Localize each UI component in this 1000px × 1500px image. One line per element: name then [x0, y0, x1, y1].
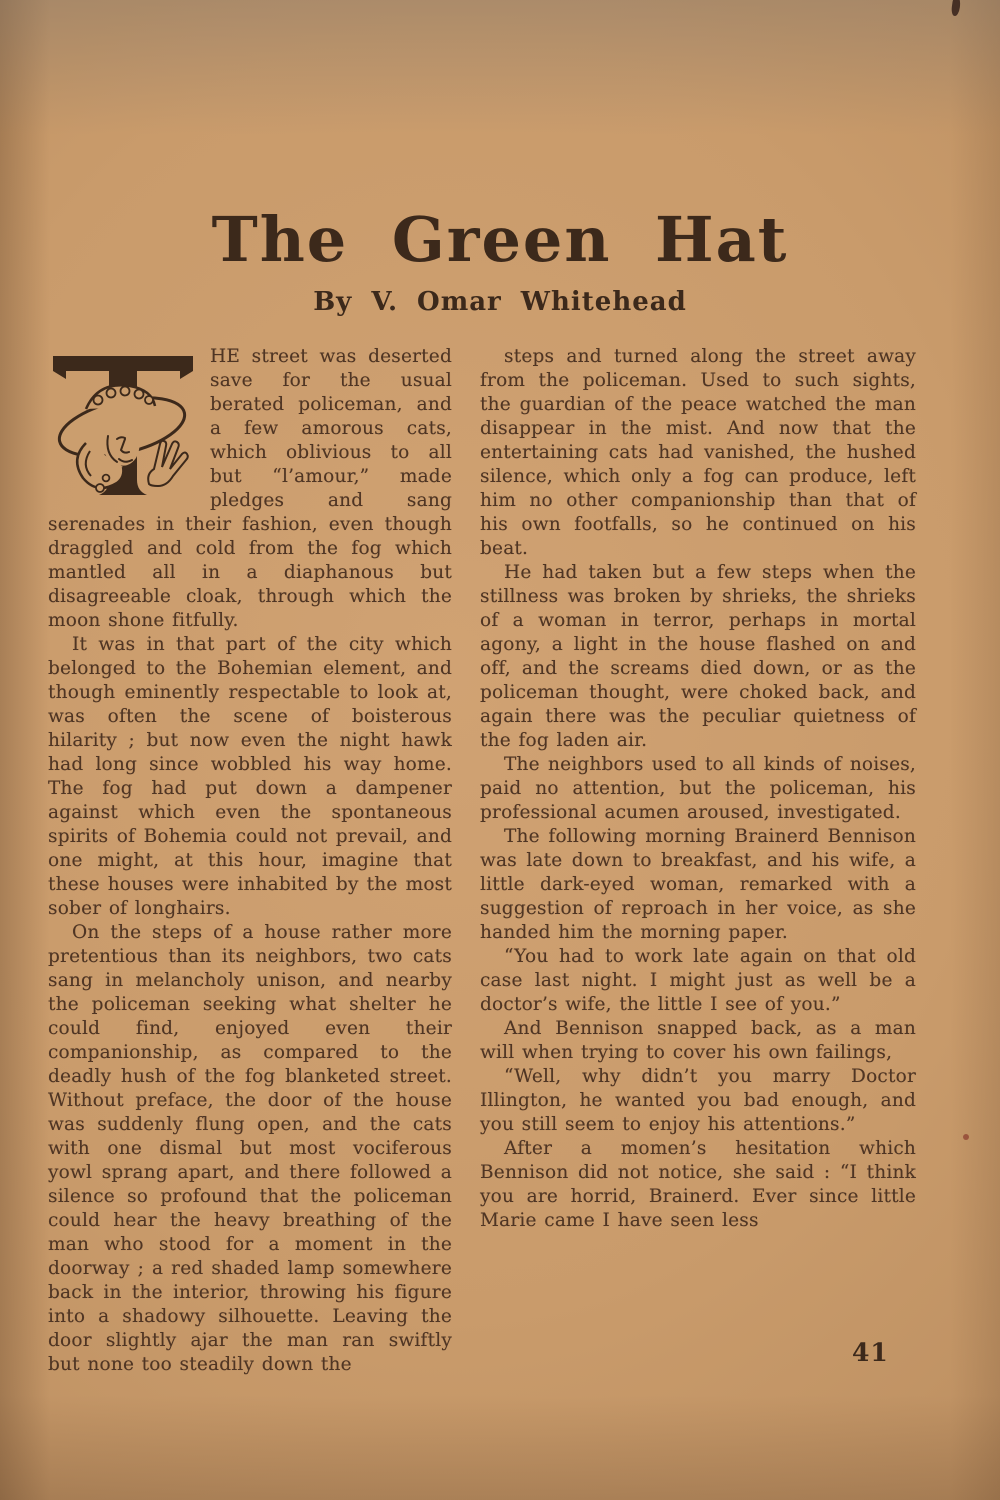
paragraph: He had taken but a few steps when the stillness was broken by shrieks, the shrieks of a woman in terror, perhaps in mortal agony, a light in the house flashed on and off, and the screams died down, or as the policeman thought, were choked back, and again there was the peculiar quietness of the fog laden air.	[480, 562, 916, 751]
paragraph: The following morning Brainerd Bennison was late down to breakfast, and his wife, a little dark-eyed woman, remarked with a suggestion of reproach in her voice, as she handed him the morning paper.	[480, 826, 916, 943]
paragraph: On the steps of a house rather more pretentious than its neighbors, two cats sang in melancholy unison, and nearby the policeman seeking what shelter he could find, enjoyed even their companionship, as compared to the deadly hush of the fog blanketed street. Without preface, the door of the house was suddenly flung open, and the cats with one dismal but most vociferous yowl sprang apart, and there followed a silence so profound that the policeman could hear the heavy breathing of the man who stood for a moment in the doorway ; a red shaded lamp somewhere back in the interior, throwing his figure into a shadowy silhouette. Leaving the door slightly ajar the man ran swiftly but none too steadily down the	[48, 922, 452, 1375]
right-paragraphs	[480, 345, 916, 1233]
drop-cap	[48, 347, 200, 497]
paragraph: “Well, why didn’t you marry Doctor Illington, he wanted you bad enough, and you still seem to enjoy his attentions.”	[480, 1066, 916, 1135]
right-column	[480, 345, 916, 1377]
article-body	[48, 345, 916, 1377]
page-number: 41	[852, 1338, 889, 1367]
byline: By V. Omar Whitehead	[313, 287, 687, 317]
left-paragraphs	[48, 633, 452, 1377]
opening-text: HE street was deserted save for the usual berated policeman, and a few amorous cats, which oblivious to all but “l’amour,” made pledges and sang serenades in their fashion, even though draggled and cold from the fog which mantled all in a diaphanous but disagreeable cloak, through which the moon shone fitfully.	[48, 346, 452, 631]
paragraph: steps and turned along the street away from the policeman. Used to such sights, the guardian of the peace watched the man disappear in the mist. And now that the entertaining cats had vanished, the hushed silence, which only a fog can produce, left him no other companionship than that of his own footfalls, so he continued on his beat.	[480, 346, 916, 559]
paragraph: “You had to work late again on that old case last night. I might just as well be a doctor’s wife, the little I see of you.”	[480, 946, 916, 1015]
paragraph: And Bennison snapped back, as a man will when trying to cover his own failings,	[480, 1018, 916, 1063]
left-column	[48, 345, 452, 1377]
red-speck	[963, 1134, 969, 1140]
page-title: The Green Hat	[211, 203, 789, 276]
opening-paragraph	[48, 345, 452, 633]
paragraph: After a momen’s hesitation which Bennison did not notice, she said : “I think you are horrid, Brainerd. Ever since little Marie came I have seen less	[480, 1138, 916, 1231]
woman-in-hat-illustration	[48, 347, 200, 497]
paragraph: The neighbors used to all kinds of noises, paid no attention, but the policeman, his professional acumen aroused, investigated.	[480, 754, 916, 823]
paragraph: It was in that part of the city which belonged to the Bohemian element, and though eminently respectable to look at, was often the scene of boisterous hilarity ; but now even the night hawk had long since wobbled his way home. The fog had put down a dampener against which even the spontaneous spirits of Bohemia could not prevail, and one might, at this hour, imagine that these houses were inhabited by the most sober of longhairs.	[48, 634, 452, 919]
